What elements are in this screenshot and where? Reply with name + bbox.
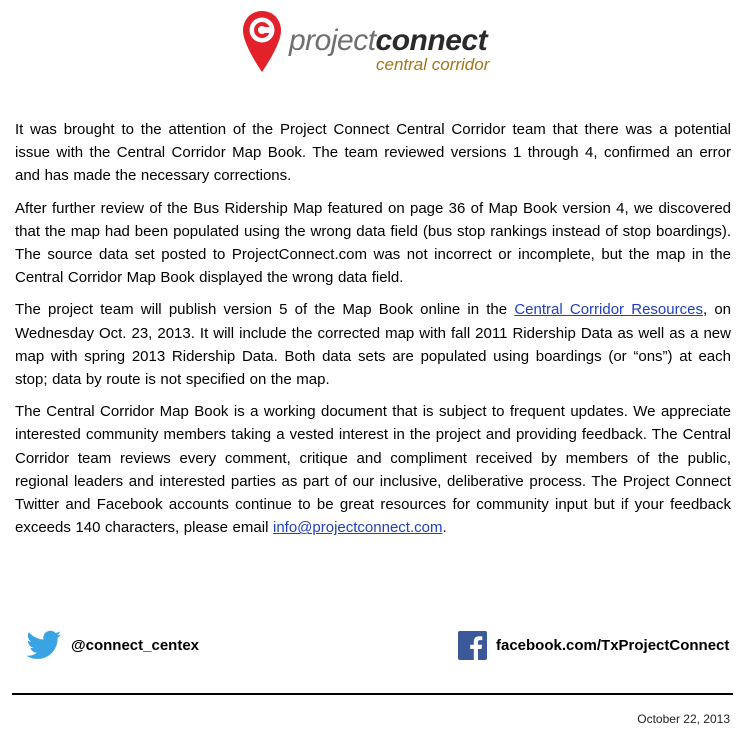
paragraph-3-text-after: , on Wednesday Oct. 23, 2013. It will include the corrected map with fall 2011 Ridership Data as well as a new map with spring 2013 Ridership Data. Both data sets are populated using boardings (or “ons”) at each stop; data by route is not specified on the map. <box>15 301 732 389</box>
paragraph-1: It was brought to the attention of the Project Connect Central Corridor team that there was a potential issue with the Central Corridor Map Book. The team reviewed versions 1 through 4, confirmed an error and has made the necessary corrections. <box>15 121 731 185</box>
paragraph-4-text-before: The Central Corridor Map Book is a working document that is subject to frequent updates. We appreciate interested community members taking a vested interest in the project and providing feedback. The Central Corridor team reviews every comment, critique and compliment received by members of the public, regional leaders and interested parties as part of our inclusive, deliberative process. The Project Connect Twitter and Facebook accounts continue to be great resources for community input but if your feedback exceeds 140 characters, please email <box>15 403 731 537</box>
twitter-contact[interactable] <box>26 628 199 662</box>
twitter-handle: @connect_centex <box>71 636 200 654</box>
paragraph-3 <box>15 298 731 391</box>
footer-divider <box>12 693 733 695</box>
paragraph-4 <box>15 400 731 539</box>
paragraph-3-text-before: The project team will publish version 5 of the Map Book online in the <box>15 301 515 319</box>
central-corridor-resources-link[interactable]: Central Corridor Resources <box>514 301 703 319</box>
facebook-contact[interactable] <box>458 628 729 662</box>
logo-word-project: project <box>289 24 376 57</box>
map-pin-icon <box>242 10 282 74</box>
facebook-icon <box>458 631 487 660</box>
project-connect-logo <box>240 10 510 76</box>
twitter-bird-icon <box>26 630 62 660</box>
paragraph-4-text-after: . <box>442 519 447 537</box>
letter-body <box>15 118 731 548</box>
facebook-url: facebook.com/TxProjectConnect <box>496 636 730 654</box>
paragraph-2: After further review of the Bus Ridership Map featured on page 36 of Map Book version 4, we discovered that the map had been populated using the wrong data field (bus stop rankings instead of stop boardings). The source data set posted to ProjectConnect.com was not incorrect or incomplete, but the map in the Central Corridor Map Book displayed the wrong data field. <box>15 199 731 287</box>
logo-subtitle: central corridor <box>376 55 490 74</box>
email-link[interactable]: info@projectconnect.com <box>272 519 443 537</box>
logo-word-connect: connect <box>375 24 488 57</box>
letter-date: October 22, 2013 <box>637 712 730 726</box>
logo-wordmark <box>289 24 487 58</box>
